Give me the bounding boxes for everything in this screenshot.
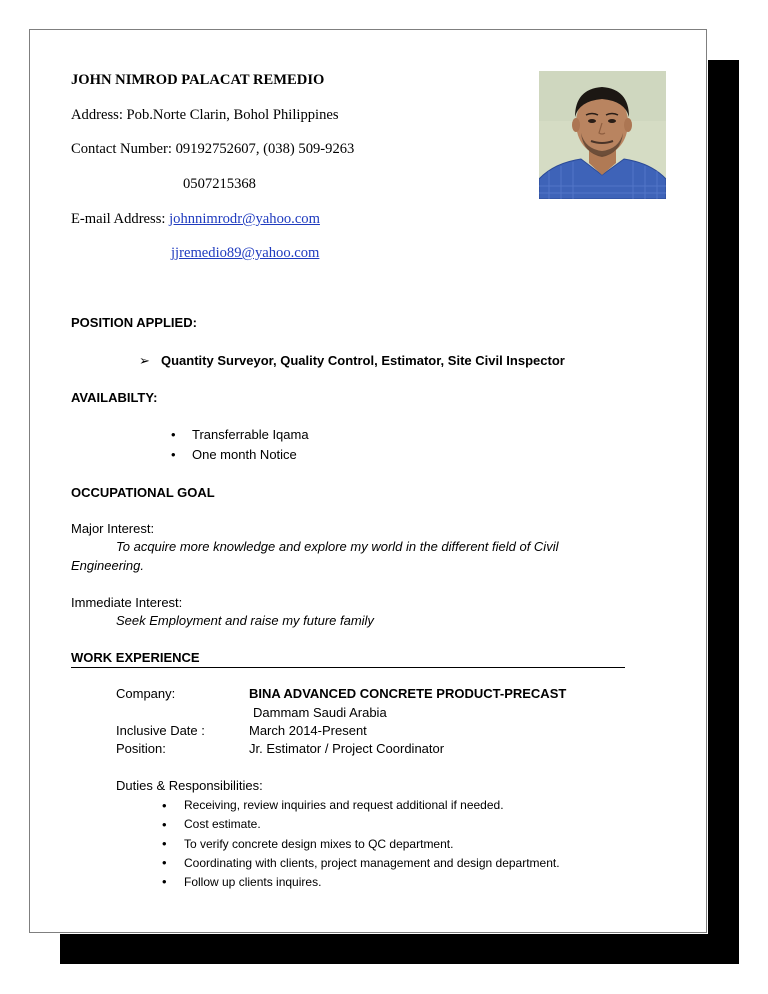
duty-item: Cost estimate.	[184, 817, 261, 831]
bullet-icon: •	[162, 874, 167, 889]
contact-value-2: 0507215368	[183, 176, 256, 192]
major-interest-line-2: Engineering.	[71, 558, 144, 573]
contact-value-1: 09192752607, (038) 509-9263	[175, 141, 355, 157]
position-heading: POSITION APPLIED:	[71, 315, 197, 330]
address-value: Pob.Norte Clarin, Bohol Philippines	[126, 107, 339, 123]
bullet-icon: •	[162, 817, 167, 832]
immediate-interest-label: Immediate Interest:	[71, 595, 183, 610]
company-value: BINA ADVANCED CONCRETE PRODUCT-PRECAST	[249, 686, 567, 701]
contact-label: Contact Number:	[71, 141, 172, 157]
email-line	[71, 211, 320, 228]
company-label: Company:	[116, 686, 176, 701]
duties-label: Duties & Responsibilities:	[116, 778, 263, 793]
date-label: Inclusive Date :	[116, 723, 205, 738]
duty-item: To verify concrete design mixes to QC department.	[184, 837, 454, 851]
work-heading: WORK EXPERIENCE	[71, 650, 200, 665]
bullet-icon: •	[171, 447, 176, 462]
email-link-1[interactable]: johnnimrodr@yahoo.com	[169, 211, 320, 227]
bullet-icon: •	[162, 798, 167, 813]
email-link-2[interactable]: jjremedio89@yahoo.com	[171, 245, 320, 261]
position-value: Jr. Estimator / Project Coordinator	[249, 741, 445, 756]
arrow-bullet-icon: ➢	[139, 353, 150, 368]
major-interest-line-1: To acquire more knowledge and explore my world in the different field of Civil	[116, 539, 559, 554]
address-label: Address:	[71, 107, 123, 123]
duty-item: Follow up clients inquires.	[184, 875, 322, 889]
immediate-interest-text: Seek Employment and raise my future family	[116, 613, 374, 628]
applicant-name: JOHN NIMROD PALACAT REMEDIO	[71, 72, 325, 88]
contact-line	[71, 141, 354, 158]
page-shadow-right	[708, 60, 739, 964]
availability-item: One month Notice	[192, 447, 297, 462]
company-location: Dammam Saudi Arabia	[253, 705, 387, 720]
duty-item: Receiving, review inquiries and request additional if needed.	[184, 798, 504, 812]
email-line-2	[171, 245, 319, 262]
applicant-photo	[539, 71, 666, 199]
availability-item: Transferrable Iqama	[192, 427, 309, 442]
position-item: Quantity Surveyor, Quality Control, Estimator, Site Civil Inspector	[161, 353, 565, 368]
section-divider	[71, 667, 625, 668]
address-line	[71, 107, 339, 124]
position-label: Position:	[116, 741, 166, 756]
page-shadow-bottom	[60, 934, 739, 964]
duty-item: Coordinating with clients, project management and design department.	[184, 856, 560, 870]
bullet-icon: •	[162, 855, 167, 870]
major-interest-label: Major Interest:	[71, 521, 155, 536]
email-label: E-mail Address:	[71, 211, 166, 227]
bullet-icon: •	[162, 836, 167, 851]
goal-heading: OCCUPATIONAL GOAL	[71, 485, 215, 500]
bullet-icon: •	[171, 427, 176, 442]
availability-heading: AVAILABILTY:	[71, 390, 158, 405]
date-value: March 2014-Present	[249, 723, 367, 738]
